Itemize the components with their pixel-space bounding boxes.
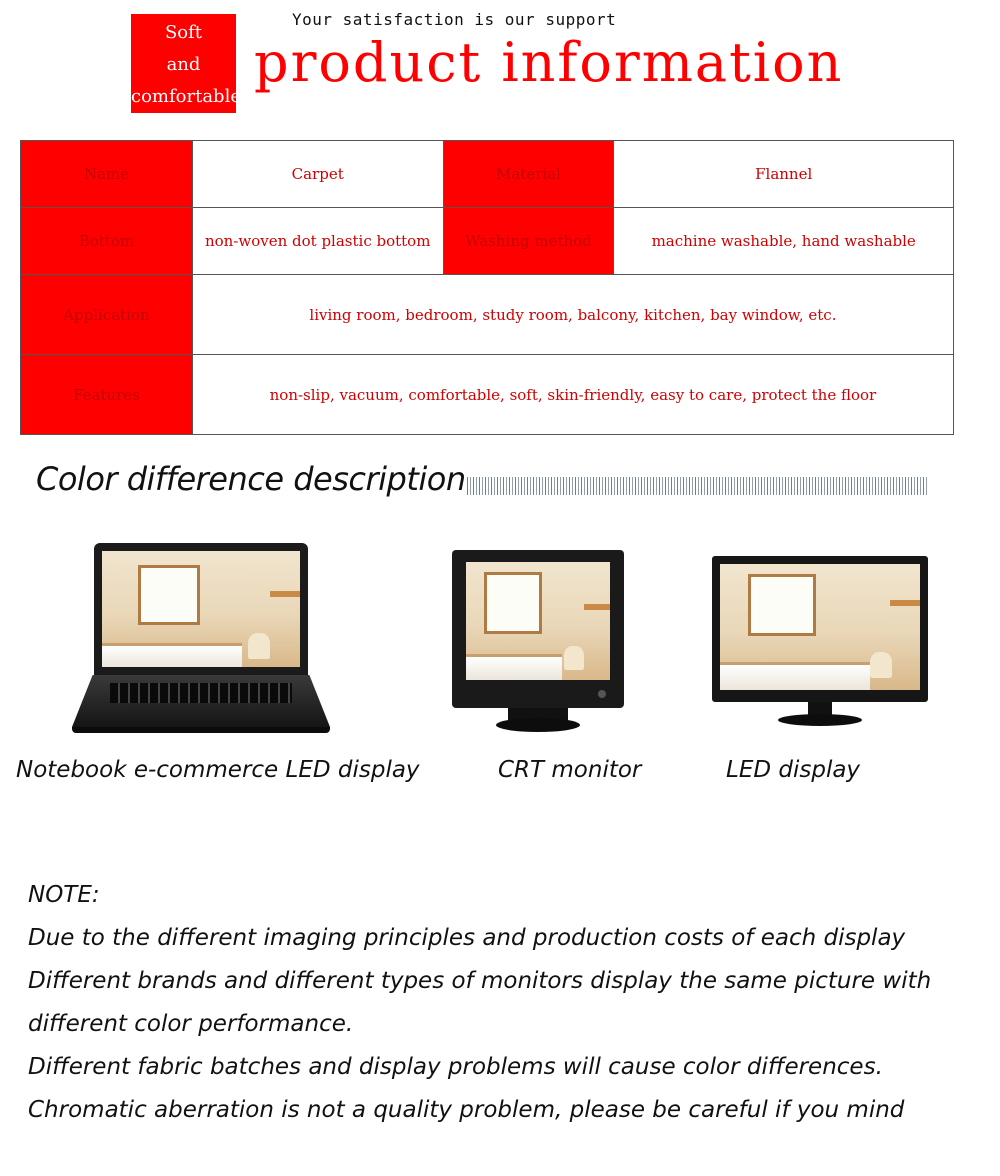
table-row [21, 275, 954, 355]
features-label: Features [21, 355, 193, 435]
badge-line: Soft [164, 22, 203, 43]
device-caption: Notebook e-commerce LED display [16, 757, 420, 783]
note-line: Different fabric batches and display problems will cause color differences. [28, 1054, 883, 1080]
barcode-decoration [467, 477, 927, 495]
device-caption: CRT monitor [498, 757, 642, 783]
bottom-label: Bottom [21, 208, 193, 275]
tagline: Your satisfaction is our support [292, 10, 617, 29]
table-row [21, 355, 954, 435]
badge-line: comfortable [131, 86, 241, 107]
laptop-icon [72, 543, 330, 735]
note-line: Different brands and different types of monitors display the same picture with [28, 968, 932, 994]
application-label: Application [21, 275, 193, 355]
washing-label: Washing method [443, 208, 614, 275]
table-row [21, 141, 954, 208]
bottom-value: non-woven dot plastic bottom [192, 208, 443, 275]
application-value: living room, bedroom, study room, balcony, kitchen, bay window, etc. [192, 275, 953, 355]
product-spec-table [20, 140, 954, 435]
badge-line: and [166, 54, 201, 75]
note-block [28, 874, 988, 1132]
name-value: Carpet [192, 141, 443, 208]
device-caption: LED display [726, 757, 861, 783]
table-row [21, 208, 954, 275]
features-value: non-slip, vacuum, comfortable, soft, skin-friendly, easy to care, protect the floor [192, 355, 953, 435]
color-difference-title: Color difference description [36, 460, 466, 498]
page-title: product information [254, 31, 844, 94]
led-monitor-icon [712, 556, 928, 730]
note-line: different color performance. [28, 1011, 354, 1037]
crt-monitor-icon [452, 550, 624, 734]
washing-value: machine washable, hand washable [614, 208, 954, 275]
material-label: Material [443, 141, 614, 208]
note-line: Due to the different imaging principles and production costs of each display [28, 925, 906, 951]
material-value: Flannel [614, 141, 954, 208]
name-label: Name [21, 141, 193, 208]
note-heading: NOTE: [28, 882, 100, 908]
soft-comfortable-badge [131, 14, 241, 113]
note-line: Chromatic aberration is not a quality problem, please be careful if you mind [28, 1097, 905, 1123]
